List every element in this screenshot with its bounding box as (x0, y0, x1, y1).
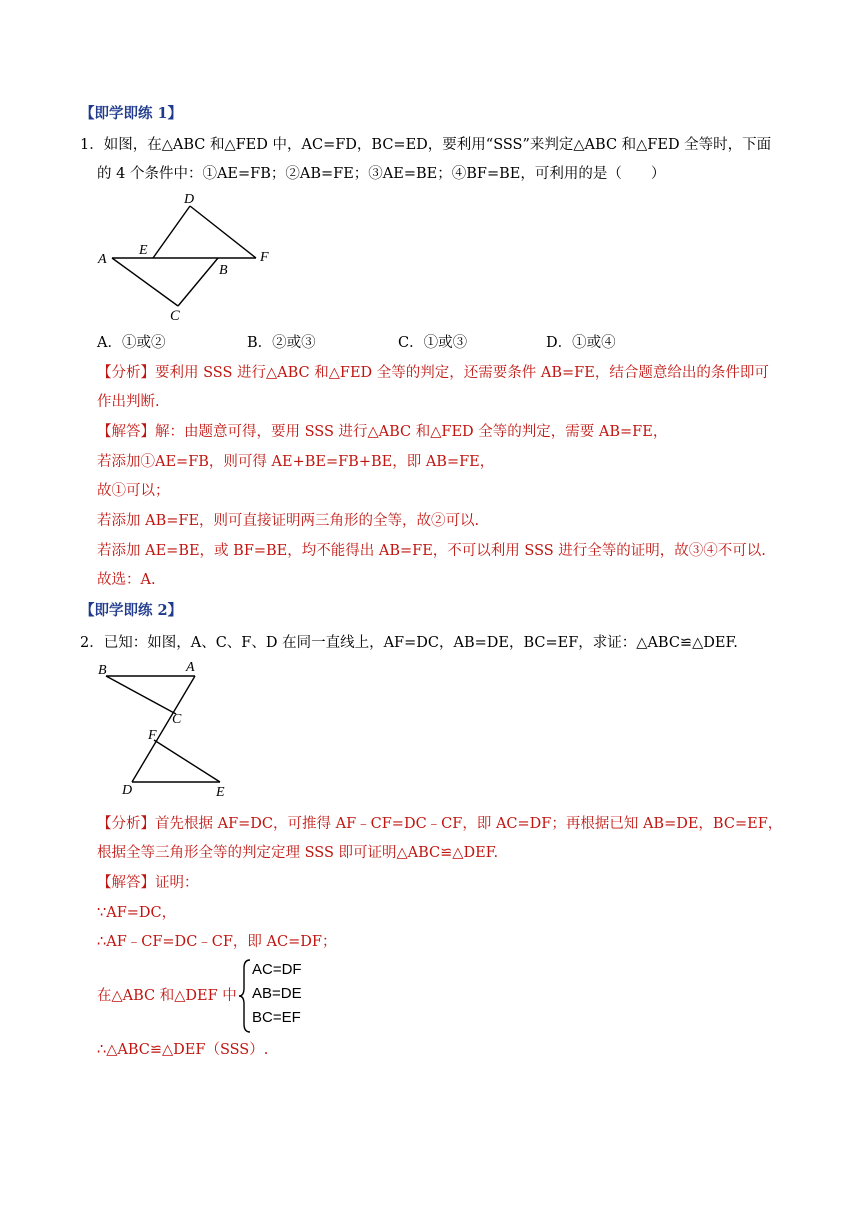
label-E: E (216, 785, 225, 800)
brace-line: AB=DE (252, 985, 302, 1002)
line-AC (112, 258, 178, 306)
option-b-letter: B． (247, 335, 273, 351)
q1-analysis-line2: 作出判断. (97, 394, 160, 410)
option-a-text: ①或② (121, 335, 166, 351)
label-C-text: C (170, 308, 180, 324)
q1-answer-line: 若添加①AE=FB，则可得 AE+BE=FB+BE，即 AB=FE， (97, 454, 495, 470)
option-c[interactable] (398, 333, 467, 353)
q1-triangle-figure (92, 188, 292, 314)
option-a-letter: A． (97, 335, 122, 351)
q2-proof-line2: ∴AF﹣CF=DC﹣CF，即 AC=DF； (97, 934, 337, 950)
left-brace-icon (238, 958, 252, 1034)
q2-text-line1: 2．已知：如图，A、C、F、D 在同一直线上，AF=DC，AB=DE，BC=EF，求证：△ABC≌△DEF. (80, 635, 738, 651)
line-AD (132, 676, 195, 782)
option-c-text: ①或③ (423, 335, 468, 351)
q1-analysis-line1: 【分析】要利用 SSS 进行△ABC 和△FED 全等的判定，还需要条件 AB=FE，结合题意给出的条件即可 (97, 365, 769, 381)
line-FE (154, 740, 220, 782)
q1-text-line2: 的 4 个条件中：①AE=FB；②AB=FE；③AE=BE；④BF=BE，可利用的是（ ） (97, 166, 666, 182)
q2-triangle-figure (92, 656, 242, 802)
line-ED (153, 206, 190, 258)
brace-line: AC=DF (252, 961, 302, 978)
option-b[interactable] (247, 333, 316, 353)
label-D: D (122, 783, 133, 798)
option-b-text: ②或③ (272, 335, 316, 351)
section-heading-2: 【即学即练 2】 (80, 602, 183, 619)
label-B: B (219, 263, 228, 278)
q2-conclusion: ∴△ABC≌△DEF（SSS）. (97, 1042, 269, 1058)
section-heading-1: 【即学即练 1】 (80, 105, 183, 122)
line-DF (190, 206, 256, 258)
q1-answer-line: 【解答】解：由题意可得，要用 SSS 进行△ABC 和△FED 全等的判定，需要 AB=FE， (97, 424, 668, 440)
option-d-text: ①或④ (572, 335, 616, 351)
q1-answer-line: 故选：A. (97, 572, 156, 588)
option-c-letter: C． (398, 335, 424, 351)
option-d-letter: D． (546, 335, 573, 351)
label-D: D (184, 192, 195, 207)
q1-answer-line: 若添加 AE=BE，或 BF=BE，均不能得出 AB=FE，不可以利用 SSS 进行全等的证明，故③④不可以. (97, 543, 766, 559)
q1-text-line1: 1．如图，在△ABC 和△FED 中，AC=FD，BC=ED，要利用“SSS”来判定△ABC 和△FED 全等时，下面 (80, 137, 772, 153)
q1-answer-line: 若添加 AB=FE，则可直接证明两三角形的全等，故②可以. (97, 513, 480, 529)
label-F: F (148, 728, 157, 743)
option-d[interactable] (546, 333, 616, 353)
label-F: F (260, 250, 269, 265)
brace-line: BC=EF (252, 1009, 301, 1026)
q1-answer-line: 故①可以； (97, 483, 170, 499)
label-A: A (98, 252, 107, 267)
q2-analysis-line2: 根据全等三角形全等的判定定理 SSS 即可证明△ABC≌△DEF. (97, 845, 499, 861)
brace-conditions (252, 958, 302, 1030)
q2-analysis-line1: 【分析】首先根据 AF=DC，可推得 AF﹣CF=DC﹣CF，即 AC=DF；再根据已知 AB=DE，BC=EF， (97, 816, 783, 832)
q2-answer-label: 【解答】证明： (97, 875, 199, 891)
label-B: B (98, 663, 107, 678)
q2-proof-line1: ∵AF=DC， (97, 905, 177, 921)
label-C: C (172, 712, 182, 727)
line-BC (106, 676, 176, 714)
label-E: E (139, 243, 148, 258)
option-a[interactable] (97, 333, 165, 353)
q2-proof-line3: 在△ABC 和△DEF 中 (97, 988, 237, 1004)
label-A: A (186, 660, 195, 675)
line-CB (178, 258, 218, 306)
